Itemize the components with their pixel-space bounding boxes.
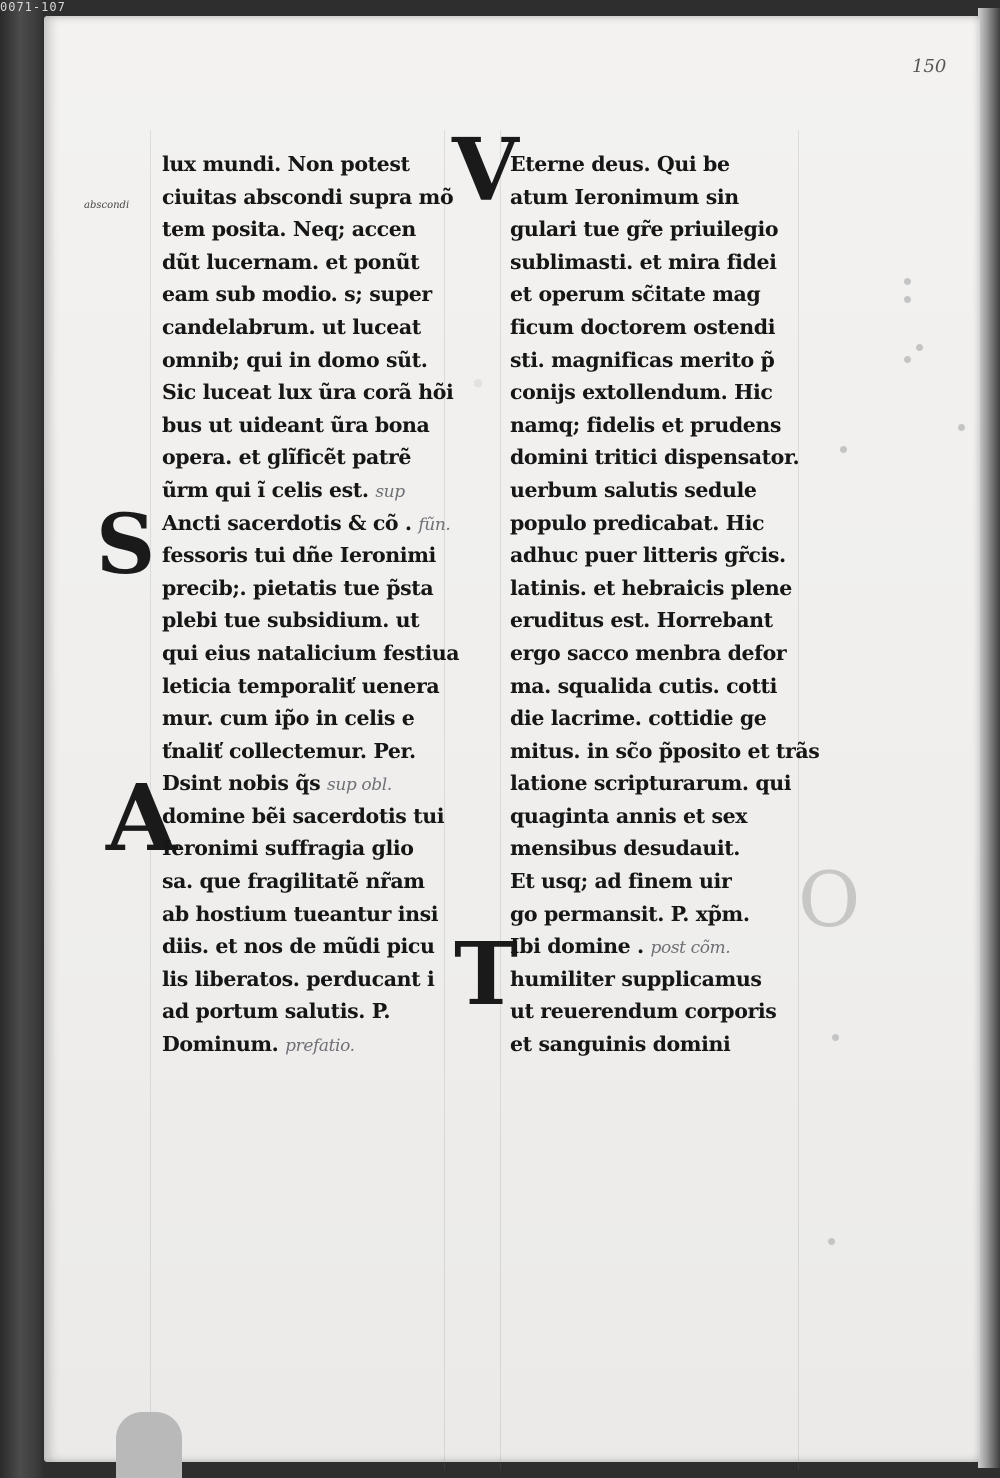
margin-gloss: abscondi (84, 200, 130, 211)
text-line: sti. magnificas merito p̃ (510, 347, 775, 372)
text-line (162, 767, 462, 800)
line-text: Dsint nobis q̃s (162, 771, 328, 796)
text-line: atum Ieronimum sin (510, 184, 739, 209)
text-line: mensibus desudauit. (510, 836, 741, 861)
line-text: Dominum. (162, 1032, 286, 1057)
text-line: domini tritici dispensator. (510, 445, 800, 470)
stain-spot (904, 278, 911, 285)
text-line: sa. que fragilitatẽ nr̃am (162, 869, 425, 894)
text-line: precib;. pietatis tue p̃sta (162, 575, 434, 600)
text-line: mur. cum ip̃o in celis e (162, 706, 415, 731)
text-line: qui eius natalicium festiua (162, 640, 460, 665)
text-line: et sanguinis domini (510, 1032, 731, 1057)
rubric-text: sup obl. (327, 775, 392, 796)
decorated-initial-t: T (454, 924, 518, 1025)
decorated-initial-v: V (452, 120, 519, 221)
right-text-column (510, 148, 820, 1061)
page-stack-edge (978, 8, 1000, 1468)
text-line: Eterne deus. Qui be (510, 152, 730, 176)
text-line: eruditus est. Horrebant (510, 608, 773, 633)
text-line: leticia temporaliť uenera (162, 673, 440, 698)
stain-spot (916, 344, 923, 351)
text-line (162, 1028, 462, 1061)
rubric-text: post cõm. (650, 938, 731, 959)
rubric-text: sup (375, 481, 405, 502)
text-line: ergo sacco menbra defor (510, 640, 787, 665)
text-line: go permansit. P. xp̃m. (510, 901, 750, 926)
text-line: tem posita. Neq; accen (162, 217, 416, 242)
text-line: ficum doctorem ostendi (510, 314, 776, 339)
text-line: eam sub modio. s; super (162, 282, 432, 307)
text-line: ab hostium tueantur insi (162, 901, 439, 926)
text-line: Ieronimi suffragia glio (162, 836, 414, 861)
text-line: gulari tue gr̃e priuilegio (510, 217, 779, 242)
text-line (162, 507, 462, 540)
text-line: opera. et glĩficẽt patrẽ (162, 445, 412, 470)
text-line: ma. squalida cutis. cotti (510, 673, 777, 698)
archive-shelfmark: 0071-107 (0, 0, 66, 14)
folio-number: 150 (912, 56, 947, 77)
text-line: populo predicabat. Hic (510, 510, 765, 535)
line-text: ũrm qui ĩ celis est. (162, 477, 376, 502)
text-line: omnib; qui in domo sũt. (162, 347, 428, 372)
text-line: ciuitas abscondi supra mõ (162, 184, 454, 209)
text-line: ut reuerendum corporis (510, 999, 777, 1024)
stain-spot (958, 424, 965, 431)
stain-spot (904, 296, 911, 303)
stain-spot (832, 1034, 839, 1041)
line-text: Ibi domine . (510, 934, 651, 959)
left-text-column (162, 148, 462, 1061)
text-line: Et usq; ad finem uir (510, 869, 732, 894)
text-line: bus ut uideant ũra bona (162, 412, 430, 437)
text-line: die lacrime. cottidie ge (510, 706, 767, 731)
faint-show-through-initial: O (798, 855, 861, 944)
text-line: uerbum salutis sedule (510, 477, 757, 502)
show-through-text: · (470, 356, 487, 410)
stain-spot (904, 356, 911, 363)
text-line (510, 930, 810, 963)
text-line: dũt lucernam. et ponũt (162, 249, 420, 274)
text-line: mitus. in sc̃o p̃posito et trãs (510, 738, 820, 763)
decorated-initial-s: S (96, 497, 156, 593)
reader-thumb (116, 1412, 182, 1478)
text-line: candelabrum. ut luceat (162, 314, 421, 339)
text-line: adhuc puer litteris gr̃cis. (510, 543, 786, 568)
line-text: Ancti sacerdotis & cõ . (162, 510, 419, 535)
text-line: sublimasti. et mira fidei (510, 249, 777, 274)
rubric-text: fũn. (418, 514, 451, 535)
text-line: domine bẽi sacerdotis tui (162, 803, 445, 828)
text-line: ad portum salutis. P. (162, 999, 391, 1024)
text-line: lux mundi. Non potest (162, 152, 410, 176)
text-line: fessoris tui dñe Ieronimi (162, 543, 436, 568)
rubric-text: prefatio. (285, 1036, 355, 1057)
text-line: lis liberatos. perducant i (162, 966, 435, 991)
text-line: latinis. et hebraicis plene (510, 575, 792, 600)
ruling-line (500, 130, 501, 1470)
text-line: ťnaliť collectemur. Per. (162, 738, 416, 763)
text-line: diis. et nos de mũdi picu (162, 934, 435, 959)
text-line: humiliter supplicamus (510, 966, 762, 991)
stain-spot (828, 1238, 835, 1245)
text-line: plebi tue subsidium. ut (162, 608, 420, 633)
text-line: latione scripturarum. qui (510, 771, 792, 796)
stain-spot (840, 446, 847, 453)
text-line: quaginta annis et sex (510, 803, 748, 828)
text-line: conijs extollendum. Hic (510, 380, 773, 405)
text-line (162, 474, 462, 507)
text-line: et operum sc̃itate mag (510, 282, 761, 307)
text-line: namq; fidelis et prudens (510, 412, 782, 437)
text-line: Sic luceat lux ũra corã hõi (162, 380, 454, 405)
decorated-initial-a: A (106, 764, 178, 872)
